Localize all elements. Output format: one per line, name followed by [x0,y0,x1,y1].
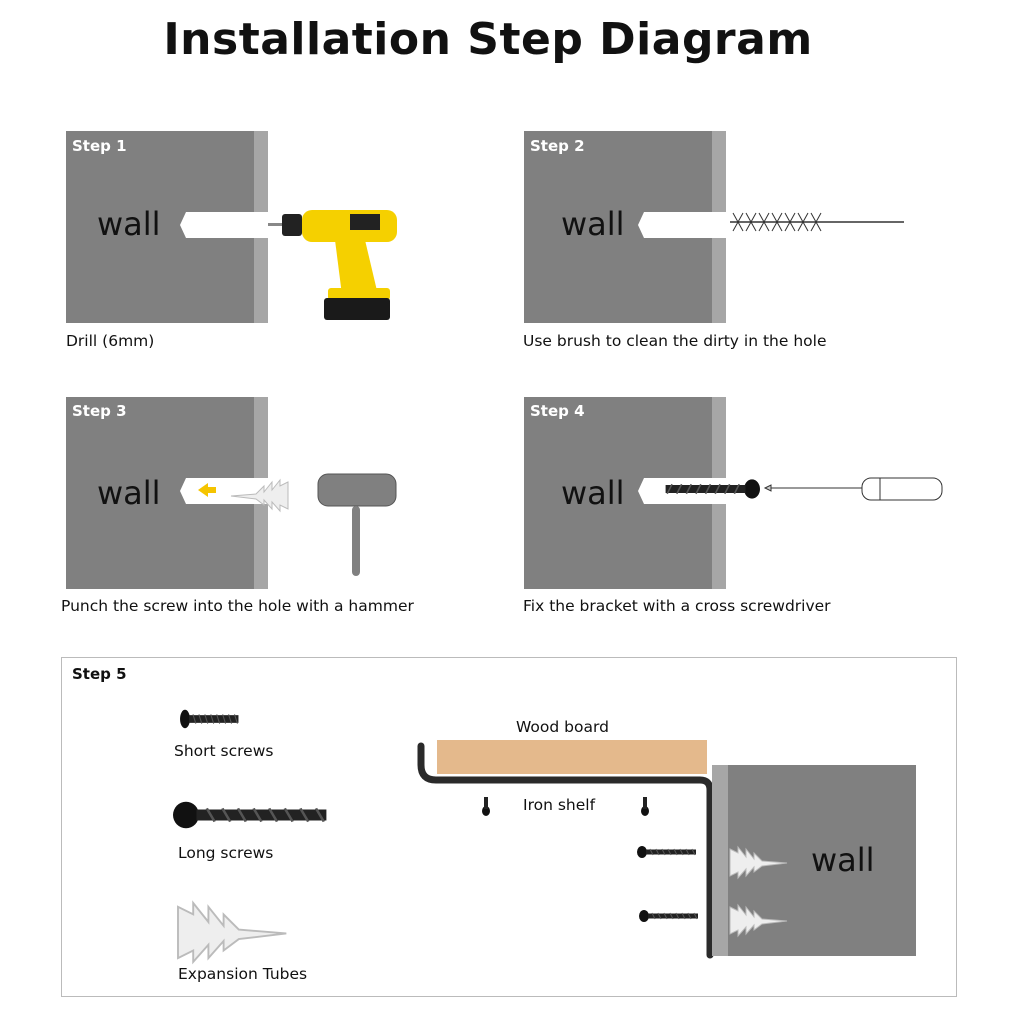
page-title: Installation Step Diagram [163,14,813,65]
step2-label: Step 2 [530,137,585,155]
step1-label: Step 1 [72,137,127,155]
drill-icon [268,210,397,320]
short-screw-icon [180,710,238,728]
short-screws-label: Short screws [174,742,274,760]
step5-label: Step 5 [72,665,127,683]
expansion-tubes-label: Expansion Tubes [178,965,308,983]
step4-label: Step 4 [530,402,585,420]
wood-board-label: Wood board [516,718,609,736]
long-screws-label: Long screws [178,844,274,862]
step2-caption: Use brush to clean the dirty in the hole [523,332,827,350]
screw-icon [637,846,696,858]
long-screw-icon [173,802,326,828]
step1-caption: Drill (6mm) [66,332,155,350]
wall-label: wall [561,474,625,512]
wood-board [437,740,707,774]
screw-icon [639,910,698,922]
wall-label: wall [561,205,625,243]
wall-label: wall [97,474,161,512]
screwdriver-icon [765,478,942,500]
step3-caption: Punch the screw into the hole with a hammer [61,597,414,615]
step2-wall [524,131,726,323]
step3-label: Step 3 [72,402,127,420]
wall-label: wall [97,205,161,243]
brush-icon [730,213,904,231]
expansion-tube-icon [178,903,286,962]
small-screw-icon [482,797,490,816]
iron-shelf-label: Iron shelf [523,796,596,814]
hammer-icon [318,474,396,576]
small-screw-icon [641,797,649,816]
step4-caption: Fix the bracket with a cross screwdriver [523,597,831,615]
wall-label: wall [811,841,875,879]
